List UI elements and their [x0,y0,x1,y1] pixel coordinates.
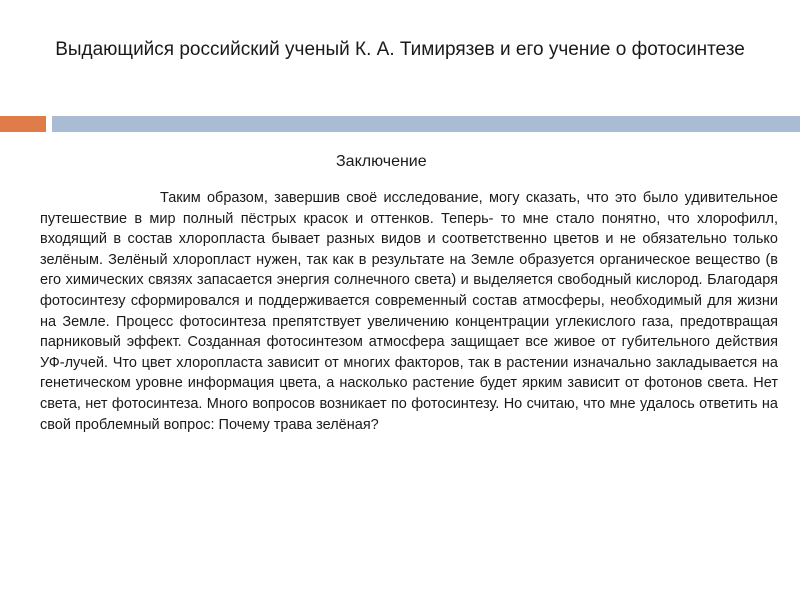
section-heading: Заключение [336,153,427,170]
accent-bar-orange-block [0,116,46,132]
body-paragraph: Таким образом, завершив своё исследование, могу сказать, что это было удивительное путешествие в мир полный пёстрых красок и оттенков. Теперь- то мне стало понятно, что хлорофилл, входящий в состав хлоропласта бывает разных видов и соответственно цветов и не обязательно только зелёным. Зелёный хлоропласт нужен, так как в результате на Земле образуется органическое вещество (в его химических связях запасается энергия солнечного света) и выделяется свободный кислород. Благодаря фотосинтезу сформировался и поддерживается современный состав атмосферы, необходимый для жизни на Земле. Процесс фотосинтеза препятствует увеличению концентрации углекислого газа, предотвращая парниковый эффект. Созданная фотосинтезом атмосфера защищает все живое от губительного действия УФ-лучей. Что цвет хлоропласта зависит от многих факторов, так в растении изначально закладывается на генетическом уровне информация цвета, а насколько растение будет ярким зависит от фотонов света. Нет света, нет фотосинтеза. Много вопросов возникает по фотосинтезу. Но считаю, что мне удалось ответить на свой проблемный вопрос: Почему трава зелёная? [40,190,778,433]
accent-bar [0,116,800,132]
slide-title: Выдающийся российский ученый К. А. Тимирязев и его учение о фотосинтезе [55,39,745,60]
accent-bar-blue-block [52,116,800,132]
